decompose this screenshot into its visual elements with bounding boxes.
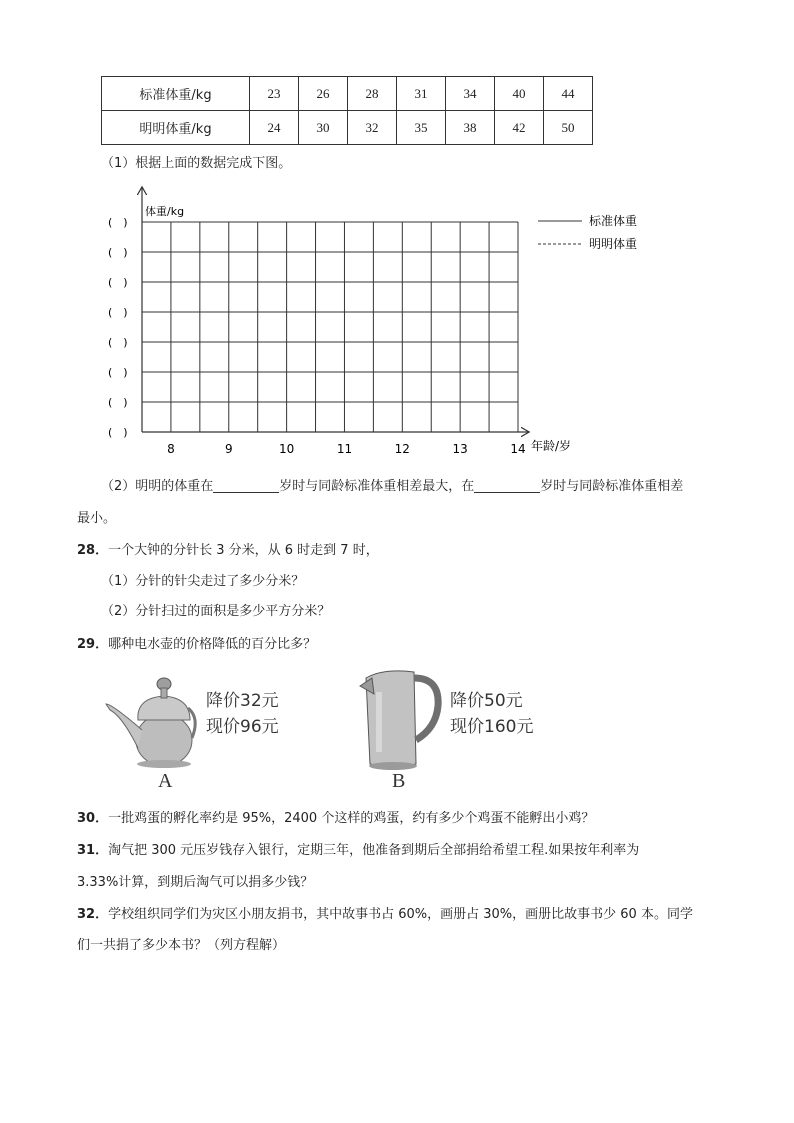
- q27-part2-c: 岁时与同龄标准体重相差: [540, 479, 684, 494]
- q28-sub1: （1）分针的针尖走过了多少分米？: [101, 574, 305, 589]
- chart-grid: [142, 222, 518, 432]
- x-tick-label: 11: [336, 442, 353, 456]
- table-cell: 26: [299, 77, 348, 111]
- q28-sub2: （2）分针扫过的面积是多少平方分米？: [101, 604, 331, 619]
- x-tick-label: 10: [278, 442, 295, 456]
- table-cell: 23: [250, 77, 299, 111]
- legend-standard: 标准体重: [589, 214, 638, 228]
- table-cell: 31: [397, 77, 446, 111]
- q31: [77, 839, 639, 858]
- kettle-b-label: B: [392, 770, 406, 792]
- q31-text1: 淘气把 300 元压岁钱存入银行，定期三年，他准备到期后全部捐给希望工程.如果按年利率为: [108, 843, 640, 858]
- q27-part2: [101, 475, 683, 494]
- q27-part2-b: 岁时与同龄标准体重相差最大，在: [279, 479, 475, 494]
- x-tick-label: 8: [167, 442, 175, 456]
- q27-part1: （1）根据上面的数据完成下图。: [101, 156, 292, 171]
- y-tick-label[interactable]: ( ): [108, 246, 128, 259]
- table-row: [102, 77, 593, 111]
- y-tick-label[interactable]: ( ): [108, 306, 128, 319]
- x-tick-label: 12: [394, 442, 410, 456]
- x-axis-label: 年龄/岁: [531, 439, 572, 453]
- table-cell: 28: [348, 77, 397, 111]
- y-tick-label[interactable]: ( ): [108, 426, 128, 439]
- q28-text: 一个大钟的分针长 3 分米，从 6 时走到 7 时，: [108, 543, 379, 558]
- table-cell: 44: [544, 77, 593, 111]
- q29: [77, 633, 316, 652]
- y-tick-label[interactable]: ( ): [108, 396, 128, 409]
- x-tick-label: 14: [510, 442, 526, 456]
- q28: [77, 539, 379, 558]
- kettle-b-image: [356, 664, 442, 774]
- kettle-b-now: 现价160元: [450, 717, 534, 737]
- q30-number: 30．: [77, 811, 109, 826]
- answer-blank-max[interactable]: [213, 478, 279, 493]
- y-tick-label[interactable]: ( ): [108, 216, 128, 229]
- q32: [77, 903, 693, 922]
- q31-text2: 3.33%计算，到期后淘气可以捐多少钱？: [77, 875, 314, 890]
- table-cell: 35: [397, 111, 446, 145]
- kettle-a-label: A: [158, 770, 173, 792]
- row-header: 标准体重/kg: [102, 77, 250, 111]
- q32-text2: 们一共捐了多少本书？（列方程解）: [77, 938, 286, 953]
- weight-chart: [100, 182, 660, 460]
- q29-number: 29．: [77, 637, 109, 652]
- kettle-a-now: 现价96元: [206, 717, 279, 737]
- table-cell: 32: [348, 111, 397, 145]
- kettle-b-drop: 降价50元: [450, 691, 523, 711]
- q27-part2-end: 最小。: [77, 511, 117, 526]
- x-tick-label: 9: [224, 442, 233, 456]
- q27-part2-a: （2）明明的体重在: [101, 479, 214, 494]
- table-cell: 30: [299, 111, 348, 145]
- weight-table: [101, 76, 593, 145]
- q29-text: 哪种电水壶的价格降低的百分比多？: [108, 637, 317, 652]
- answer-blank-min[interactable]: [474, 478, 540, 493]
- q30-text: 一批鸡蛋的孵化率约是 95%，2400 个这样的鸡蛋，约有多少个鸡蛋不能孵出小鸡？: [108, 811, 595, 826]
- table-cell: 24: [250, 111, 299, 145]
- x-tick-label: 13: [452, 442, 468, 456]
- kettle-a-image: [102, 668, 198, 770]
- table-cell: 38: [446, 111, 495, 145]
- row-header: 明明体重/kg: [102, 111, 250, 145]
- table-cell: 42: [495, 111, 544, 145]
- y-axis-label: 体重/kg: [145, 205, 185, 218]
- y-tick-label[interactable]: ( ): [108, 336, 128, 349]
- q28-number: 28．: [77, 543, 109, 558]
- q30: [77, 807, 594, 826]
- table-cell: 50: [544, 111, 593, 145]
- q32-text1: 学校组织同学们为灾区小朋友捐书，其中故事书占 60%，画册占 30%，画册比故事书少 60 本。同学: [108, 907, 693, 922]
- legend-mingming: 明明体重: [589, 237, 638, 251]
- table-cell: 40: [495, 77, 544, 111]
- table-row: [102, 111, 593, 145]
- y-tick-label[interactable]: ( ): [108, 276, 128, 289]
- y-tick-label[interactable]: ( ): [108, 366, 128, 379]
- kettle-a-price: [206, 688, 279, 740]
- q32-number: 32．: [77, 907, 109, 922]
- q31-number: 31．: [77, 843, 109, 858]
- kettle-b-price: [450, 688, 533, 740]
- kettle-a-drop: 降价32元: [206, 691, 279, 711]
- table-cell: 34: [446, 77, 495, 111]
